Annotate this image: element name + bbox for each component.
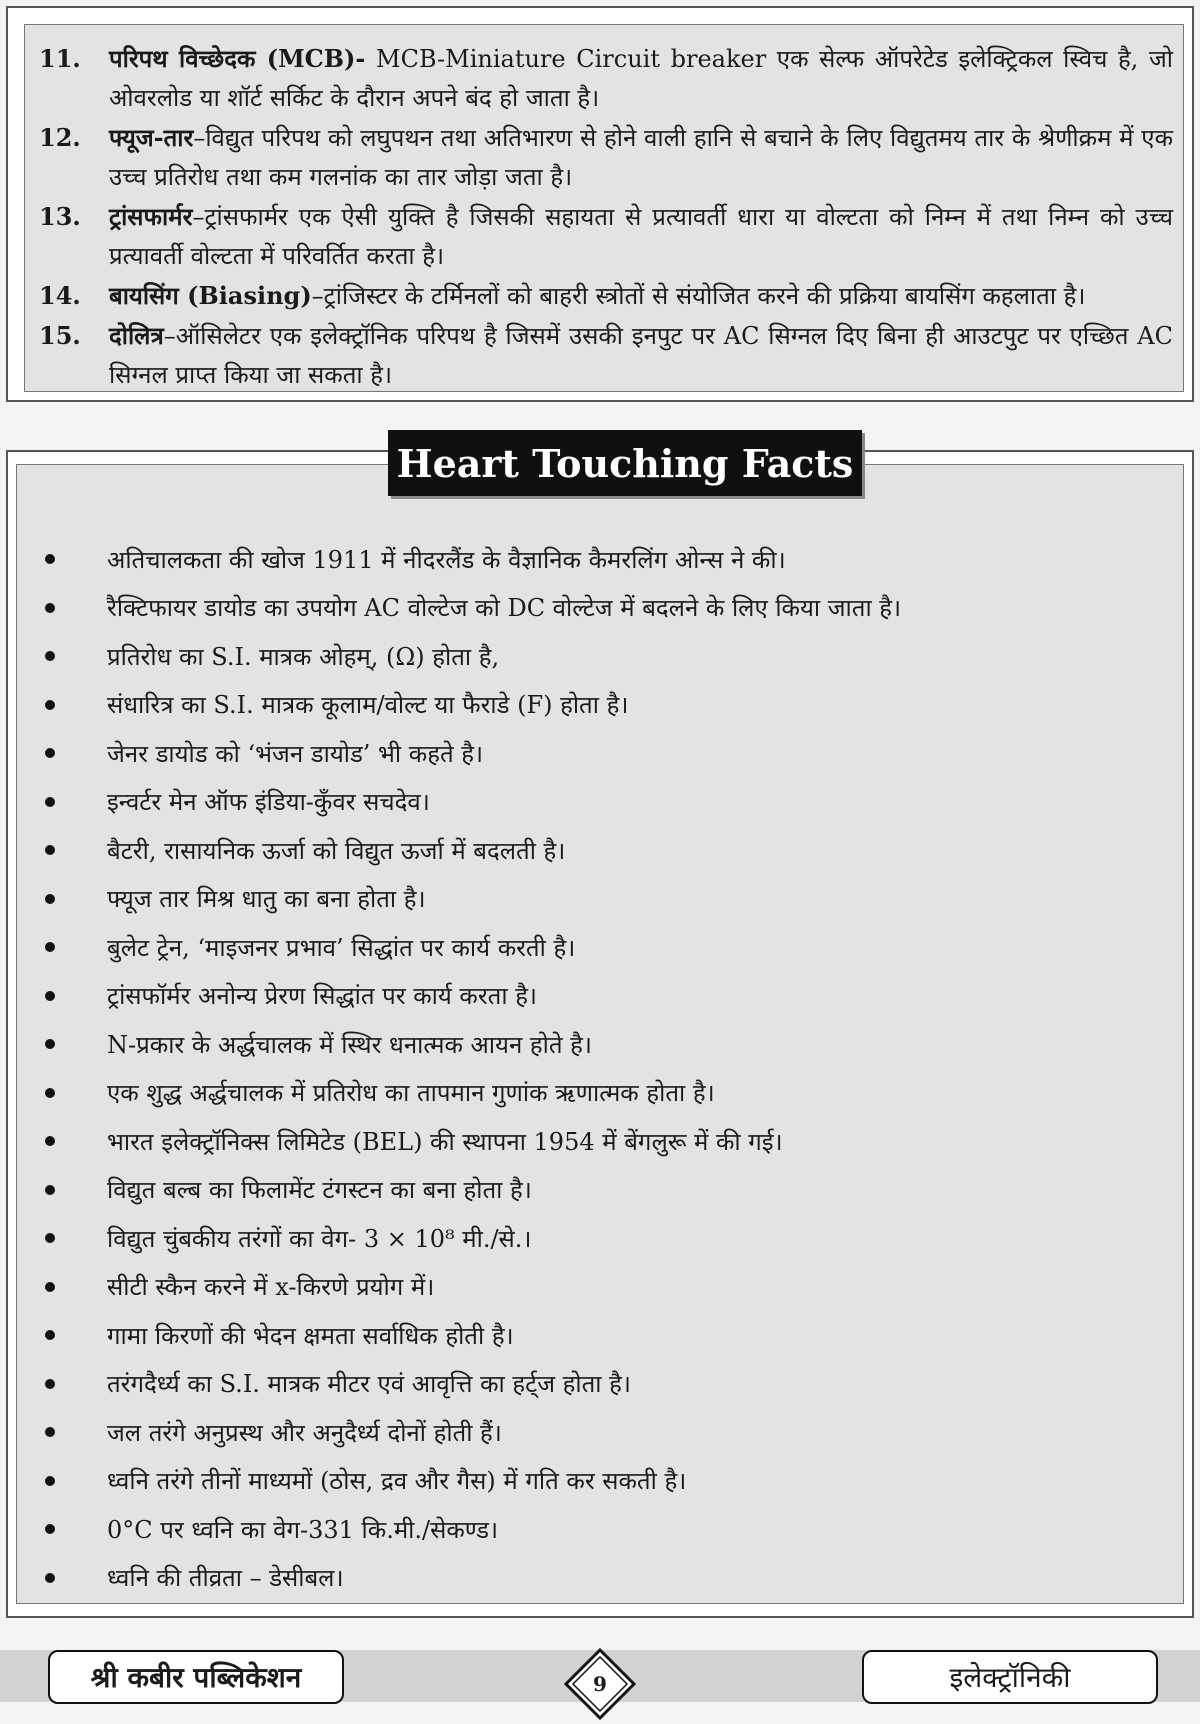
fact-text: प्रतिरोध का S.I. मात्रक ओहम्, (Ω) होता है, <box>107 642 500 671</box>
page-number: 9 <box>593 1672 607 1696</box>
definition-term: फ्यूज-तार <box>109 123 194 152</box>
bullet-icon <box>45 1136 55 1146</box>
definition-item <box>39 118 1173 197</box>
fact-item <box>17 1214 1183 1263</box>
bullet-icon <box>45 942 55 952</box>
fact-text: बैटरी, रासायनिक ऊर्जा को विद्युत ऊर्जा में बदलती है। <box>107 836 566 865</box>
definition-body <box>109 316 1173 395</box>
fact-item <box>17 584 1183 633</box>
bullet-icon <box>45 1379 55 1389</box>
fact-text: अतिचालकता की खोज 1911 में नीदरलैंड के वैज्ञानिक कैमरलिंग ओन्स ने की। <box>107 545 786 574</box>
bullet-icon <box>45 797 55 807</box>
definition-number: 15. <box>39 321 81 350</box>
subject-label: इलेक्ट्रॉनिकी <box>862 1650 1158 1704</box>
facts-list <box>17 535 1183 1602</box>
bullet-icon <box>45 845 55 855</box>
definition-body <box>109 118 1173 197</box>
fact-text: संधारित्र का S.I. मात्रक कूलाम/वोल्ट या फैराडे (F) होता है। <box>107 691 629 720</box>
fact-item <box>17 875 1183 924</box>
fact-text: N-प्रकार के अर्द्धचालक में स्थिर धनात्मक आयन होते है। <box>107 1030 593 1059</box>
definition-text: –विद्युत परिपथ को लघुपथन तथा अतिभारण से होने वाली हानि से बचाने के लिए विद्युतमय तार के श्रेणीक्रम में एक उच्च प्रतिरोध तथा कम गलनांक का तार जोड़ा जता है। <box>109 124 1173 191</box>
definitions-panel <box>24 24 1184 392</box>
definition-number: 12. <box>39 123 81 152</box>
bullet-icon <box>45 1524 55 1534</box>
fact-item <box>17 826 1183 875</box>
definition-text: MCB-Miniature Circuit breaker एक सेल्फ ऑपरेटेड इलेक्ट्रिकल स्विच है, जो ओवरलोड या शॉर्ट सर्किट के दौरान अपने बंद हो जाता है। <box>109 45 1173 112</box>
fact-text: तरंगदैर्ध्य का S.I. मात्रक मीटर एवं आवृत्ति का हर्ट्ज होता है। <box>107 1370 631 1399</box>
fact-item <box>17 1311 1183 1360</box>
bullet-icon <box>45 603 55 613</box>
fact-item <box>17 681 1183 730</box>
fact-item <box>17 1457 1183 1506</box>
bullet-icon <box>45 700 55 710</box>
definition-number: 13. <box>39 202 81 231</box>
fact-text: गामा किरणों की भेदन क्षमता सर्वाधिक होती है। <box>107 1321 514 1350</box>
fact-text: सीटी स्कैन करने में x-किरणे प्रयोग में। <box>107 1273 435 1302</box>
definition-item <box>39 276 1173 316</box>
bullet-icon <box>45 1476 55 1486</box>
definition-term: परिपथ विच्छेदक (MCB)- <box>109 44 366 73</box>
fact-item <box>17 729 1183 778</box>
fact-text: एक शुद्ध अर्द्धचालक में प्रतिरोध का तापमान गुणांक ऋणात्मक होता है। <box>107 1079 715 1108</box>
fact-item <box>17 1554 1183 1603</box>
definition-item <box>39 39 1173 118</box>
fact-item <box>17 535 1183 584</box>
facts-panel <box>16 464 1184 1604</box>
facts-box <box>6 450 1194 1618</box>
fact-text: ध्वनि तरंगे तीनों माध्यमों (ठोस, द्रव और गैस) में गति कर सकती है। <box>107 1467 687 1496</box>
definition-number: 11. <box>39 44 81 73</box>
bullet-icon <box>45 1573 55 1583</box>
definition-item <box>39 316 1173 395</box>
fact-text: बुलेट ट्रेन, ‘माइजनर प्रभाव’ सिद्धांत पर कार्य करती है। <box>107 933 576 962</box>
bullet-icon <box>45 1185 55 1195</box>
fact-item <box>17 1505 1183 1554</box>
definition-text: –ट्रांसफार्मर एक ऐसी युक्ति है जिसकी सहायता से प्रत्यावर्ती धारा या वोल्टता को निम्न में तथा निम्न को उच्च प्रत्यावर्ती वोल्टता में परिवर्तित करता है। <box>109 203 1173 270</box>
fact-text: रैक्टिफायर डायोड का उपयोग AC वोल्टेज को DC वोल्टेज में बदलने के लिए किया जाता है। <box>107 594 902 623</box>
fact-item <box>17 778 1183 827</box>
bullet-icon <box>45 1088 55 1098</box>
definition-term: बायसिंग (Biasing) <box>109 281 312 310</box>
fact-item <box>17 632 1183 681</box>
fact-item <box>17 1408 1183 1457</box>
fact-item <box>17 1069 1183 1118</box>
publisher-label: श्री कबीर पब्लिकेशन <box>48 1650 344 1704</box>
fact-text: जेनर डायोड को ‘भंजन डायोड’ भी कहते है। <box>107 739 484 768</box>
bullet-icon <box>45 1330 55 1340</box>
bullet-icon <box>45 991 55 1001</box>
fact-text: इन्वर्टर मेन ऑफ इंडिया-कुँवर सचदेव। <box>107 788 430 817</box>
fact-text: फ्यूज तार मिश्र धातु का बना होता है। <box>107 885 426 914</box>
fact-text: विद्युत चुंबकीय तरंगों का वेग- 3 × 10⁸ मी./से.। <box>107 1224 532 1253</box>
fact-text: जल तरंगे अनुप्रस्थ और अनुदैर्ध्य दोनों होती हैं। <box>107 1418 502 1447</box>
fact-item <box>17 1117 1183 1166</box>
bullet-icon <box>45 748 55 758</box>
fact-item <box>17 923 1183 972</box>
definitions-list <box>25 25 1183 395</box>
fact-item <box>17 1263 1183 1312</box>
definition-item <box>39 197 1173 276</box>
fact-text: ध्वनि की तीव्रता – डेसीबल। <box>107 1564 344 1593</box>
definition-text: –ऑसिलेटर एक इलेक्ट्रॉनिक परिपथ है जिसमें उसकी इनपुट पर AC सिग्नल दिए बिना ही आउटपुट पर एच्छित AC सिग्नल प्राप्त किया जा सकता है। <box>109 322 1173 389</box>
fact-text: भारत इलेक्ट्रॉनिक्स लिमिटेड (BEL) की स्थापना 1954 में बेंगलुरू में की गई। <box>107 1127 783 1156</box>
definition-term: दोलित्र <box>109 321 164 350</box>
bullet-icon <box>45 1039 55 1049</box>
fact-item <box>17 1360 1183 1409</box>
bullet-icon <box>45 1427 55 1437</box>
definitions-box <box>6 6 1194 402</box>
fact-text: 0°C पर ध्वनि का वेग-331 कि.मी./सेकण्ड। <box>107 1515 499 1544</box>
definition-body <box>109 276 1173 316</box>
fact-item <box>17 1166 1183 1215</box>
definition-term: ट्रांसफार्मर <box>109 202 193 231</box>
fact-text: ट्रांसफॉर्मर अनोन्य प्रेरण सिद्धांत पर कार्य करता है। <box>107 982 538 1011</box>
definition-body <box>109 197 1173 276</box>
page-number-badge <box>564 1648 636 1720</box>
definition-text: –ट्रांजिस्टर के टर्मिनलों को बाहरी स्त्रोतों से संयोजित करने की प्रक्रिया बायसिंग कहलाता है। <box>311 282 1086 310</box>
definition-body <box>109 39 1173 118</box>
bullet-icon <box>45 1233 55 1243</box>
facts-heading: Heart Touching Facts <box>388 430 862 496</box>
bullet-icon <box>45 554 55 564</box>
definition-number: 14. <box>39 281 81 310</box>
bullet-icon <box>45 894 55 904</box>
bullet-icon <box>45 1282 55 1292</box>
bullet-icon <box>45 651 55 661</box>
fact-item <box>17 972 1183 1021</box>
fact-text: विद्युत बल्ब का फिलामेंट टंगस्टन का बना होता है। <box>107 1176 532 1205</box>
fact-item <box>17 1020 1183 1069</box>
